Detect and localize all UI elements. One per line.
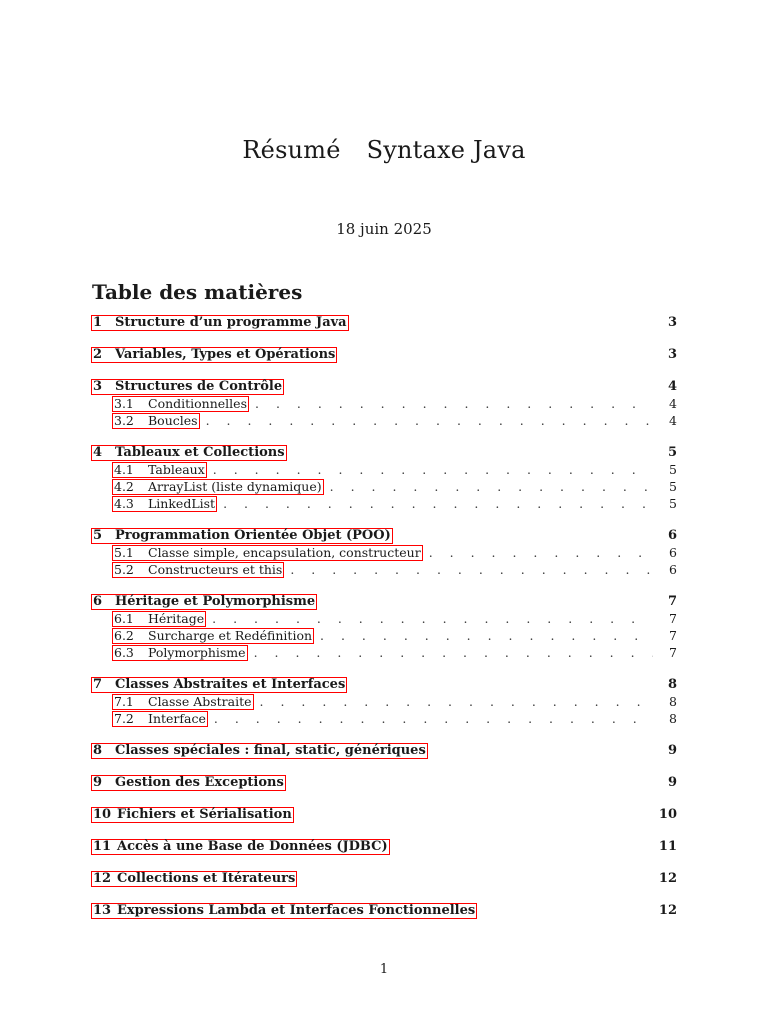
- toc-section-number: 5: [93, 528, 103, 543]
- toc-subsection-row: [91, 495, 677, 512]
- toc-subsection-number: 7.1: [114, 694, 134, 709]
- toc-dot-leader: [255, 395, 653, 412]
- toc-subsection-label: Interface: [148, 711, 206, 726]
- toc-dot-leader: [260, 693, 653, 710]
- toc-section-label: Classes Abstraites et Interfaces: [115, 677, 346, 692]
- toc-subsection-label: Polymorphisme: [148, 645, 246, 660]
- toc-section-label: Gestion des Exceptions: [115, 775, 284, 790]
- toc-section-page: 8: [667, 677, 677, 692]
- table-of-contents: [91, 314, 677, 934]
- toc-subsection-page: 6: [669, 545, 677, 560]
- toc-section-label: Accès à une Base de Données (JDBC): [117, 839, 388, 854]
- toc-subsection-label: Tableaux: [148, 462, 205, 477]
- toc-section-link[interactable]: [91, 379, 284, 395]
- toc-subsection-row: [91, 627, 677, 644]
- toc-subsection-label: ArrayList (liste dynamique): [148, 479, 322, 494]
- toc-section-link[interactable]: [91, 743, 428, 759]
- toc-section-number: 4: [93, 445, 103, 460]
- toc-subsection-link[interactable]: [112, 628, 314, 644]
- toc-section-row: [91, 378, 677, 395]
- toc-subsection-number: 6.3: [114, 645, 134, 660]
- toc-section-row: [91, 346, 677, 363]
- toc-section-row: [91, 593, 677, 610]
- toc-subsection-row: [91, 693, 677, 710]
- toc-subsection-link[interactable]: [112, 479, 324, 495]
- toc-section-link[interactable]: [91, 871, 297, 887]
- toc-section-number: 8: [93, 743, 103, 758]
- toc-section-page: 3: [667, 315, 677, 330]
- toc-subsection-page: 5: [669, 496, 677, 511]
- document-date: 18 juin 2025: [336, 220, 432, 238]
- toc-subsection-number: 5.1: [114, 545, 134, 560]
- toc-section-number: 11: [93, 839, 112, 854]
- toc-section-page: 3: [667, 347, 677, 362]
- toc-subsection-row: [91, 610, 677, 627]
- toc-section-page: 6: [667, 528, 677, 543]
- toc-subsection-link[interactable]: [112, 413, 200, 429]
- toc-subsection-page: 8: [669, 694, 677, 709]
- document-title-part1: Résumé: [242, 136, 341, 164]
- toc-subsection-link[interactable]: [112, 545, 423, 561]
- toc-section-link[interactable]: [91, 839, 390, 855]
- toc-subsection-page: 4: [669, 413, 677, 428]
- toc-subsection-label: Conditionnelles: [148, 396, 247, 411]
- toc-subsection-link[interactable]: [112, 462, 207, 478]
- toc-subsection-number: 5.2: [114, 562, 134, 577]
- toc-subsection-number: 7.2: [114, 711, 134, 726]
- toc-section-link[interactable]: [91, 528, 393, 544]
- page-number-footer: 1: [379, 962, 389, 977]
- toc-section-link[interactable]: [91, 677, 347, 693]
- toc-dot-leader: [290, 561, 653, 578]
- toc-subsection-page: 7: [669, 628, 677, 643]
- toc-section-number: 3: [93, 379, 103, 394]
- document-title: [0, 136, 768, 164]
- toc-subsection-link[interactable]: [112, 611, 206, 627]
- toc-section-page: 7: [667, 594, 677, 609]
- toc-section-row: [91, 902, 677, 919]
- toc-subsection-label: LinkedList: [148, 496, 216, 511]
- toc-section-label: Héritage et Polymorphisme: [115, 594, 316, 609]
- toc-section-row: [91, 444, 677, 461]
- toc-subsection-page: 6: [669, 562, 677, 577]
- toc-dot-leader: [214, 710, 653, 727]
- toc-subsection-page: 5: [669, 462, 677, 477]
- toc-section-row: [91, 774, 677, 791]
- toc-section-number: 7: [93, 677, 103, 692]
- toc-subsection-number: 4.1: [114, 462, 134, 477]
- toc-section-row: [91, 838, 677, 855]
- toc-section-row: [91, 742, 677, 759]
- toc-subsection-number: 3.1: [114, 396, 134, 411]
- toc-subsection-row: [91, 544, 677, 561]
- toc-dot-leader: [206, 412, 653, 429]
- toc-section-number: 13: [93, 903, 112, 918]
- toc-subsection-number: 4.2: [114, 479, 134, 494]
- toc-section-page: 10: [658, 807, 677, 822]
- toc-section-number: 2: [93, 347, 103, 362]
- toc-section-label: Structure d’un programme Java: [115, 315, 347, 330]
- toc-subsection-link[interactable]: [112, 645, 248, 661]
- toc-section-row: [91, 806, 677, 823]
- toc-heading: Table des matières: [92, 280, 303, 304]
- toc-subsection-page: 5: [669, 479, 677, 494]
- toc-section-row: [91, 314, 677, 331]
- toc-section-number: 1: [93, 315, 103, 330]
- toc-subsection-row: [91, 710, 677, 727]
- toc-section-link[interactable]: [91, 315, 349, 331]
- toc-dot-leader: [213, 461, 653, 478]
- toc-section-number: 10: [93, 807, 112, 822]
- toc-subsection-page: 7: [669, 645, 677, 660]
- toc-section-label: Expressions Lambda et Interfaces Fonctionnelles: [117, 903, 476, 918]
- toc-subsection-row: [91, 644, 677, 661]
- toc-section-row: [91, 870, 677, 887]
- toc-dot-leader: [254, 644, 653, 661]
- toc-section-page: 11: [658, 839, 677, 854]
- toc-subsection-number: 6.1: [114, 611, 134, 626]
- toc-subsection-link[interactable]: [112, 694, 254, 710]
- toc-section-link[interactable]: [91, 347, 337, 363]
- toc-section-link[interactable]: [91, 594, 317, 610]
- toc-section-label: Fichiers et Sérialisation: [117, 807, 292, 822]
- toc-section-number: 6: [93, 594, 103, 609]
- toc-subsection-row: [91, 461, 677, 478]
- toc-subsection-row: [91, 561, 677, 578]
- toc-subsection-label: Boucles: [148, 413, 198, 428]
- toc-subsection-page: 8: [669, 711, 677, 726]
- toc-section-label: Programmation Orientée Objet (POO): [115, 528, 391, 543]
- toc-subsection-number: 6.2: [114, 628, 134, 643]
- toc-section-label: Structures de Contrôle: [115, 379, 283, 394]
- toc-section-row: [91, 676, 677, 693]
- document-title-part2: Syntaxe Java: [366, 136, 526, 164]
- toc-subsection-link[interactable]: [112, 562, 284, 578]
- toc-section-link[interactable]: [91, 807, 294, 823]
- toc-subsection-label: Constructeurs et this: [148, 562, 283, 577]
- toc-subsection-label: Classe simple, encapsulation, constructeur: [148, 545, 421, 560]
- toc-section-page: 5: [667, 445, 677, 460]
- toc-subsection-row: [91, 478, 677, 495]
- toc-subsection-link[interactable]: [112, 396, 249, 412]
- toc-section-link[interactable]: [91, 903, 477, 919]
- toc-section-page: 9: [667, 743, 677, 758]
- toc-dot-leader: [212, 610, 653, 627]
- toc-subsection-link[interactable]: [112, 496, 217, 512]
- toc-dot-leader: [320, 627, 653, 644]
- toc-subsection-number: 3.2: [114, 413, 134, 428]
- toc-subsection-row: [91, 412, 677, 429]
- toc-section-label: Tableaux et Collections: [115, 445, 285, 460]
- toc-subsection-label: Surcharge et Redéfinition: [148, 628, 313, 643]
- toc-dot-leader: [223, 495, 653, 512]
- toc-section-page: 9: [667, 775, 677, 790]
- toc-section-number: 9: [93, 775, 103, 790]
- toc-subsection-page: 7: [669, 611, 677, 626]
- toc-section-page: 12: [658, 903, 677, 918]
- toc-section-row: [91, 527, 677, 544]
- toc-subsection-row: [91, 395, 677, 412]
- toc-section-link[interactable]: [91, 445, 287, 461]
- toc-subsection-link[interactable]: [112, 711, 208, 727]
- toc-dot-leader: [429, 544, 653, 561]
- toc-subsection-label: Classe Abstraite: [148, 694, 252, 709]
- toc-subsection-number: 4.3: [114, 496, 134, 511]
- toc-section-label: Collections et Itérateurs: [117, 871, 296, 886]
- toc-section-number: 12: [93, 871, 112, 886]
- toc-section-label: Classes spéciales : final, static, génériques: [115, 743, 426, 758]
- toc-section-page: 4: [667, 379, 677, 394]
- toc-section-page: 12: [658, 871, 677, 886]
- toc-subsection-label: Héritage: [148, 611, 205, 626]
- toc-subsection-page: 4: [669, 396, 677, 411]
- toc-dot-leader: [330, 478, 653, 495]
- toc-section-link[interactable]: [91, 775, 286, 791]
- toc-section-label: Variables, Types et Opérations: [115, 347, 336, 362]
